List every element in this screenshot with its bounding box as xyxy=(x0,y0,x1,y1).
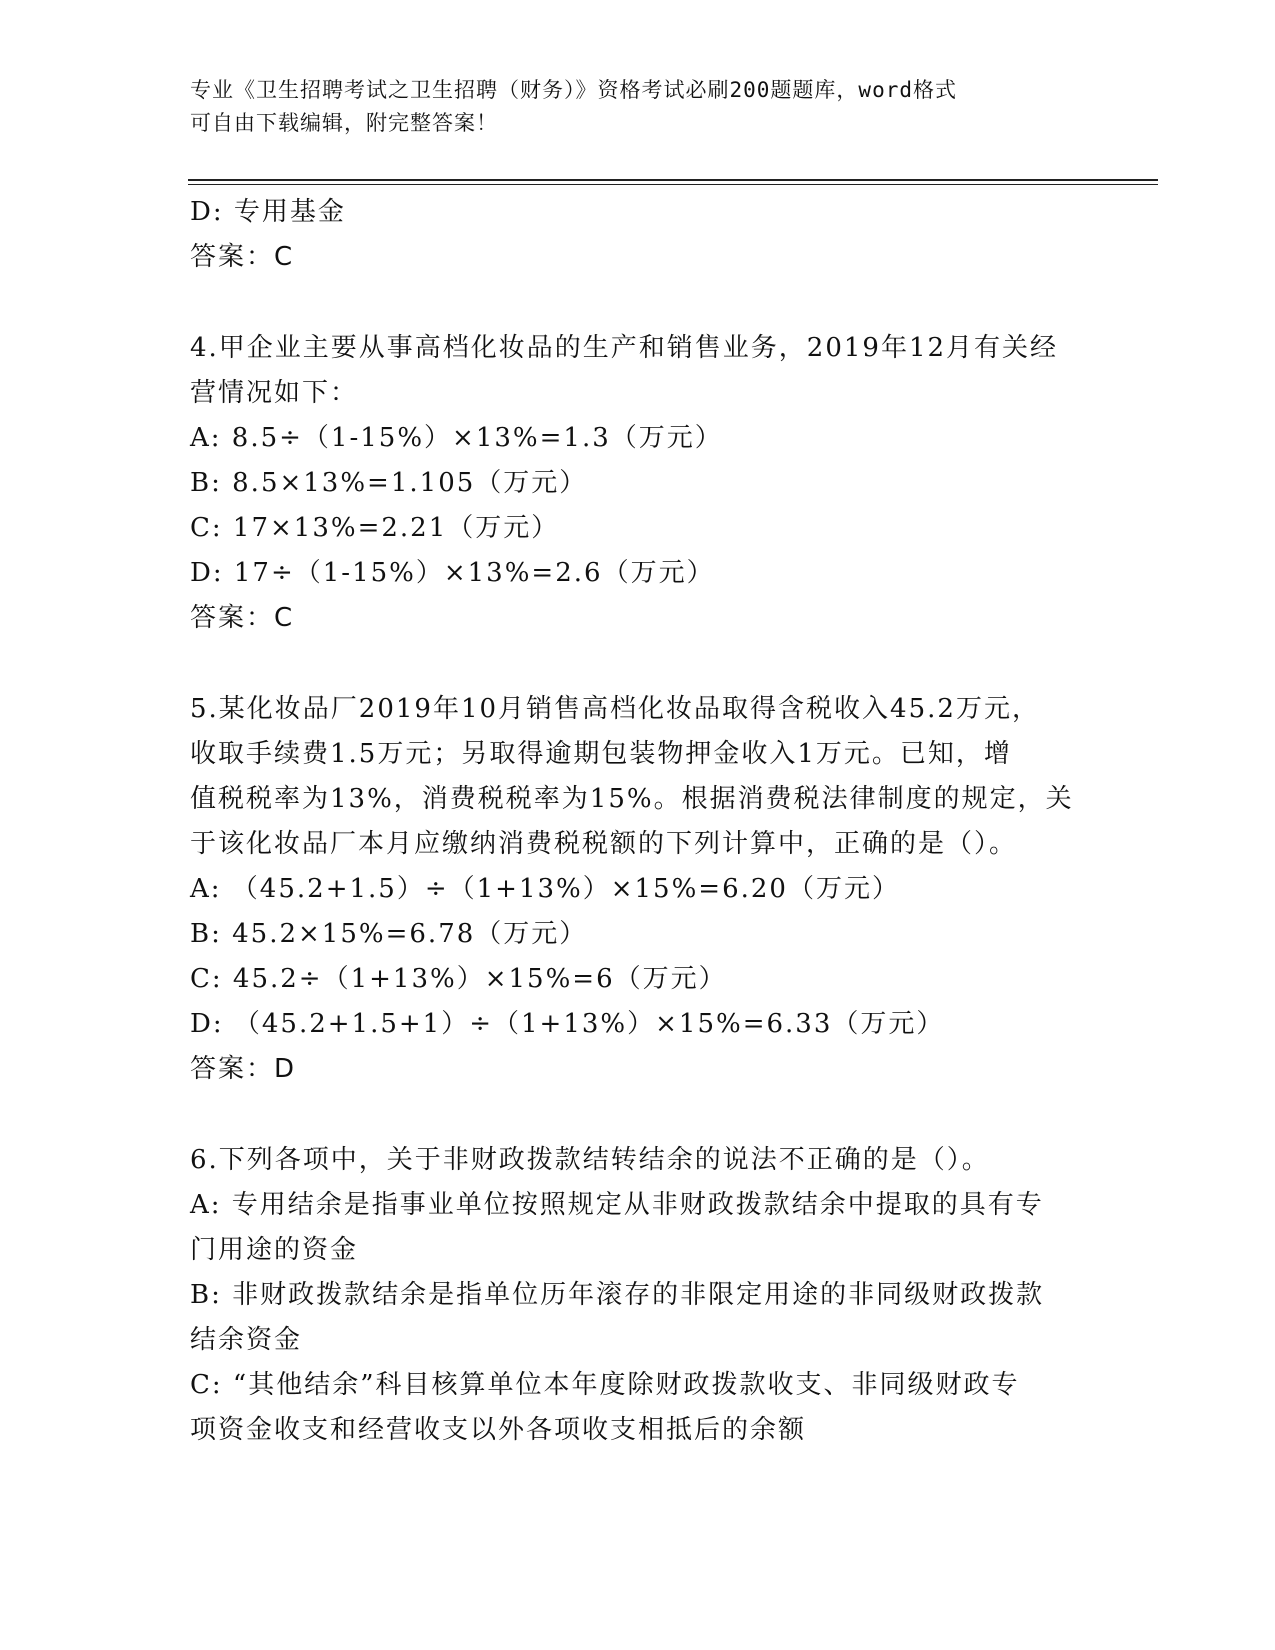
option-c: C: “其他结余”科目核算单位本年度除财政拨款收支、非同级财政专 xyxy=(190,1370,1020,1400)
answer-line: 答案：D xyxy=(190,1054,297,1084)
option-a: A: （45.2+1.5）÷（1+13%）×15%=6.20（万元） xyxy=(190,874,900,904)
option-b-continued: 结余资金 xyxy=(190,1325,303,1355)
question-stem: 6.下列各项中，关于非财政拨款结转结余的说法不正确的是（）。 xyxy=(190,1145,990,1175)
page-header xyxy=(190,74,1070,140)
option-d: D: 专用基金 xyxy=(190,197,346,227)
option-a: A: 专用结余是指事业单位按照规定从非财政拨款结余中提取的具有专 xyxy=(190,1190,1044,1220)
option-d: D: 17÷（1-15%）×13%=2.6（万元） xyxy=(190,558,715,588)
question-stem: 营情况如下： xyxy=(190,378,359,408)
header-divider-thin xyxy=(188,184,1158,185)
answer-line: 答案：C xyxy=(190,603,295,633)
spacer xyxy=(190,1092,1080,1138)
question-3 xyxy=(190,190,1080,280)
option-a: A: 8.5÷（1-15%）×13%=1.3（万元） xyxy=(190,423,723,453)
document-body xyxy=(190,190,1080,1453)
option-d: D: （45.2+1.5+1）÷（1+13%）×15%=6.33（万元） xyxy=(190,1009,945,1039)
question-stem: 值税税率为13%，消费税税率为15%。根据消费税法律制度的规定，关 xyxy=(190,784,1074,814)
answer-line: 答案：C xyxy=(190,242,295,272)
question-stem: 于该化妆品厂本月应缴纳消费税税额的下列计算中，正确的是（）。 xyxy=(190,829,1018,859)
question-stem: 5.某化妆品厂2019年10月销售高档化妆品取得含税收入45.2万元， xyxy=(190,694,1040,724)
option-c-continued: 项资金收支和经营收支以外各项收支相抵后的余额 xyxy=(190,1415,807,1445)
option-c: C: 45.2÷（1+13%）×15%=6（万元） xyxy=(190,964,727,994)
header-title-line2: 可自由下载编辑，附完整答案！ xyxy=(190,111,498,135)
spacer xyxy=(190,280,1080,326)
question-6 xyxy=(190,1138,1080,1453)
question-5 xyxy=(190,687,1080,1092)
question-4 xyxy=(190,326,1080,641)
option-c: C: 17×13%=2.21（万元） xyxy=(190,513,560,543)
spacer xyxy=(190,641,1080,687)
question-stem: 4.甲企业主要从事高档化妆品的生产和销售业务，2019年12月有关经 xyxy=(190,333,1059,363)
header-divider-thick xyxy=(188,179,1158,181)
option-b: B: 45.2×15%=6.78（万元） xyxy=(190,919,588,949)
option-b: B: 非财政拨款结余是指单位历年滚存的非限定用途的非同级财政拨款 xyxy=(190,1280,1045,1310)
option-b: B: 8.5×13%=1.105（万元） xyxy=(190,468,588,498)
header-title-line1: 专业《卫生招聘考试之卫生招聘（财务）》资格考试必刷200题题库，word格式 xyxy=(190,78,957,102)
option-a-continued: 门用途的资金 xyxy=(190,1235,359,1265)
question-stem: 收取手续费1.5万元；另取得逾期包装物押金收入1万元。已知，增 xyxy=(190,739,1012,769)
